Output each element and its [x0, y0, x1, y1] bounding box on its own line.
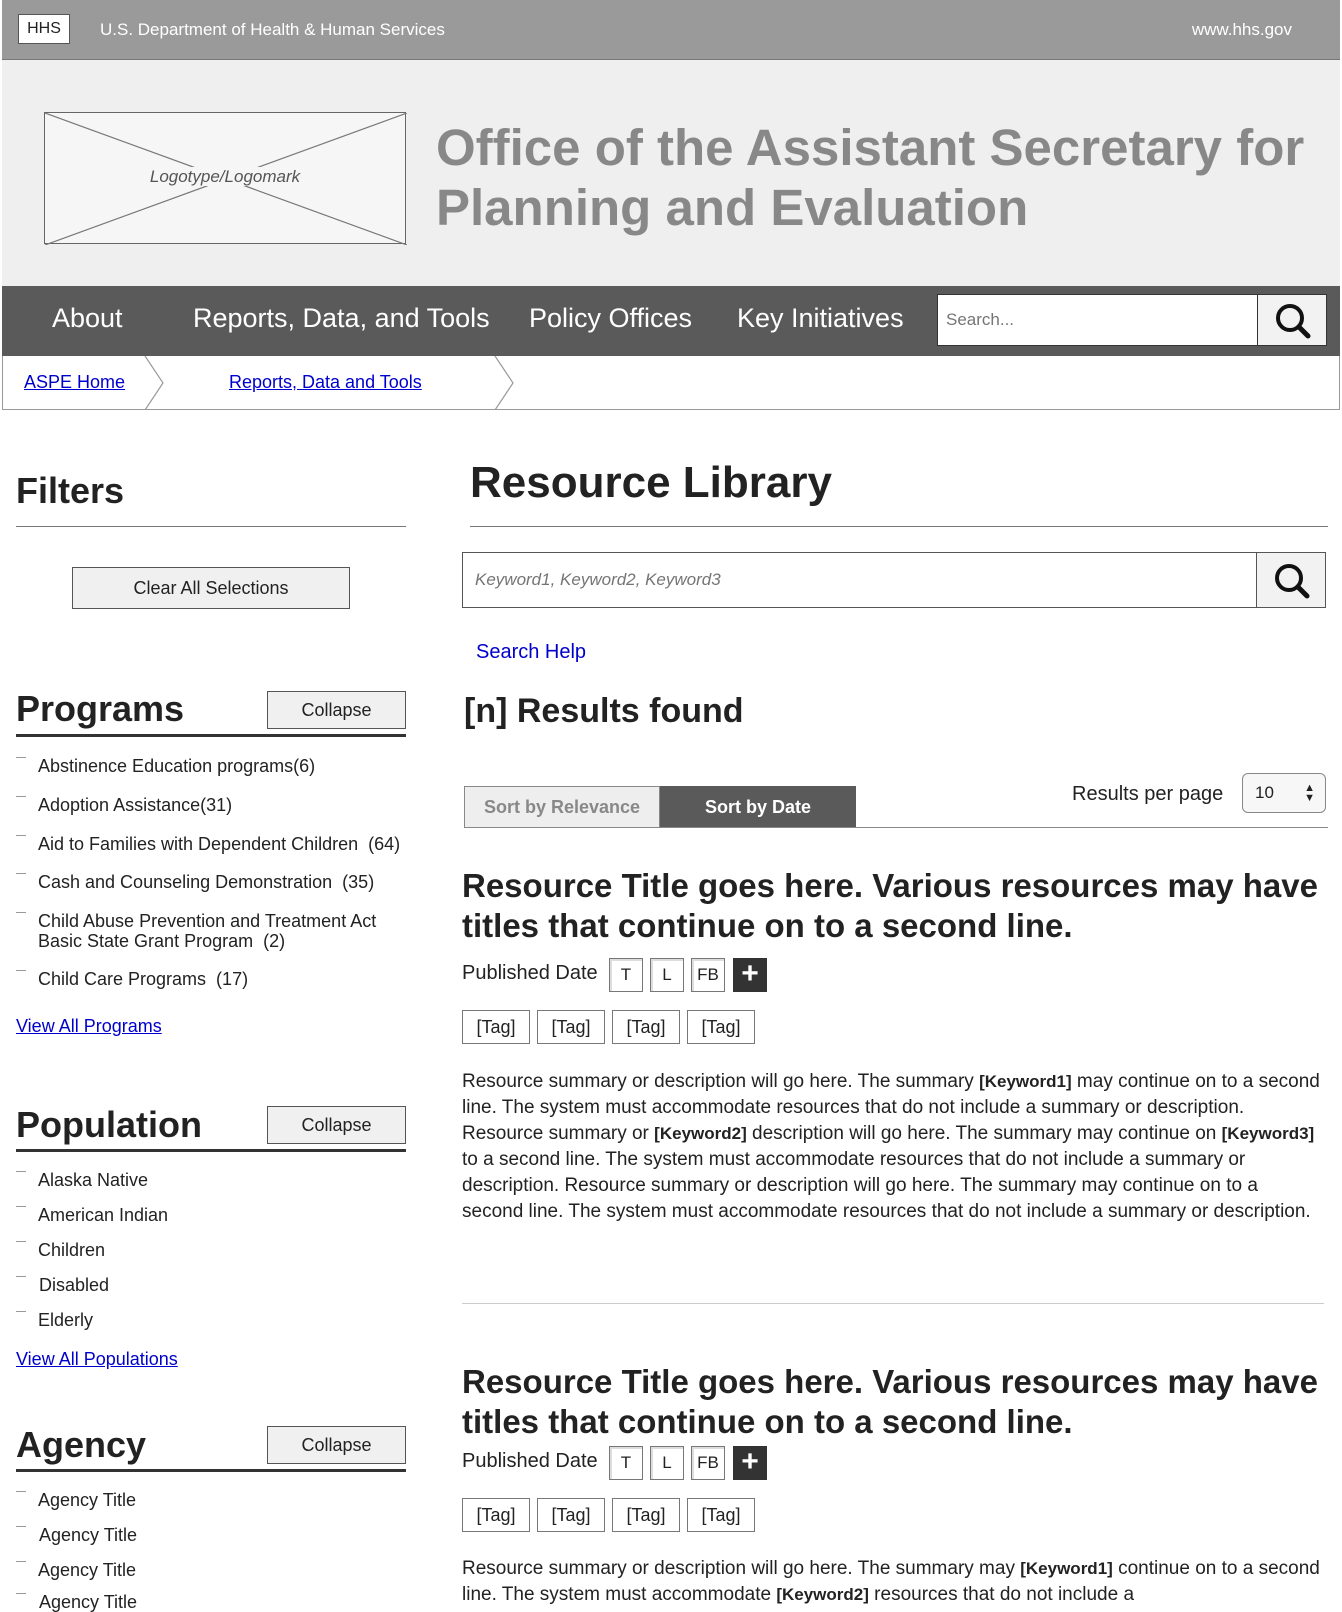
- filter-bullet: [16, 1526, 26, 1527]
- summary-text: description will go here. The summary may continue on: [746, 1123, 1222, 1144]
- results-per-page-value: 10: [1255, 783, 1274, 802]
- view-all-populations-link[interactable]: View All Populations: [16, 1349, 178, 1369]
- summary-text: Resource summary or description will go here. The summary: [462, 1071, 980, 1092]
- filters-divider: [16, 526, 406, 527]
- published-date: Published Date: [462, 962, 598, 984]
- filter-option[interactable]: Aid to Families with Dependent Children (64): [38, 834, 401, 854]
- tag-button[interactable]: [Tag]: [537, 1498, 605, 1532]
- share-twitter-button[interactable]: T: [609, 1446, 643, 1480]
- breadcrumb-chevron-icon: [143, 356, 167, 410]
- filter-option[interactable]: Disabled: [39, 1275, 110, 1295]
- filter-bullet: [16, 970, 26, 971]
- main-nav: [2, 286, 1340, 356]
- results-per-page-select[interactable]: [1242, 773, 1326, 813]
- keyword-highlight: [Keyword1]: [979, 1072, 1072, 1091]
- keyword-highlight: [Keyword2]: [654, 1124, 747, 1143]
- keyword-search-input[interactable]: [462, 552, 1258, 608]
- hhs-url-link[interactable]: www.hhs.gov: [1191, 20, 1292, 39]
- agency-divider: [16, 1469, 406, 1472]
- filter-option[interactable]: Agency Title: [39, 1525, 138, 1545]
- filter-bullet: [16, 835, 26, 836]
- keyword-highlight: [Keyword2]: [776, 1585, 869, 1604]
- filter-bullet: [16, 757, 26, 758]
- filters-heading: Filters: [16, 470, 125, 511]
- breadcrumb-reports-data-tools[interactable]: Reports, Data and Tools: [229, 372, 422, 392]
- tag-button[interactable]: [Tag]: [462, 1498, 530, 1532]
- filter-bullet: [16, 873, 26, 874]
- results-per-page-label: Results per page: [1072, 783, 1224, 805]
- keyword-highlight: [Keyword1]: [1020, 1559, 1113, 1578]
- keyword-highlight: [Keyword3]: [1221, 1124, 1315, 1143]
- view-all-programs-link[interactable]: View All Programs: [16, 1016, 162, 1036]
- resource-summary: [462, 1069, 1320, 1225]
- magnifier-icon: [1258, 295, 1328, 347]
- resource-title[interactable]: Resource Title goes here. Various resources may have titles that continue on to a second line.: [462, 867, 1318, 944]
- summary-text: Resource summary or description will go here. The summary may: [462, 1558, 1021, 1579]
- programs-collapse-button[interactable]: Collapse: [267, 691, 406, 729]
- filter-option[interactable]: Adoption Assistance(31): [38, 795, 233, 815]
- summary-text: continue on to a second line. The system must accommodate: [462, 1558, 1320, 1605]
- filter-option[interactable]: Elderly: [38, 1310, 94, 1330]
- keyword-search-button[interactable]: [1256, 552, 1326, 608]
- filter-option[interactable]: Agency Title: [38, 1490, 137, 1510]
- share-linkedin-button[interactable]: L: [650, 958, 684, 992]
- site-title-line-1: Office of the Assistant Secretary for: [436, 119, 1305, 176]
- filter-bullet: [16, 1561, 26, 1562]
- result-divider: [462, 1303, 1324, 1304]
- filter-option[interactable]: Children: [38, 1240, 106, 1260]
- agency-heading: Agency: [16, 1424, 147, 1465]
- share-facebook-button[interactable]: FB: [691, 958, 725, 992]
- filter-bullet: [16, 1171, 26, 1172]
- logo-placeholder-label: Logotype/Logomark: [146, 167, 304, 186]
- masthead: [2, 60, 1340, 286]
- filter-option[interactable]: Agency Title: [38, 1560, 137, 1580]
- filter-bullet: [16, 1241, 26, 1242]
- filter-bullet: [16, 1593, 26, 1594]
- hhs-department-name[interactable]: U.S. Department of Health & Human Services: [100, 20, 445, 39]
- site-search-button[interactable]: [1257, 294, 1327, 346]
- nav-about[interactable]: About: [52, 303, 123, 333]
- share-linkedin-button[interactable]: L: [650, 1446, 684, 1480]
- filter-option[interactable]: Alaska Native: [38, 1170, 149, 1190]
- population-divider: [16, 1149, 406, 1152]
- search-help-link[interactable]: Search Help: [476, 641, 587, 663]
- share-facebook-button[interactable]: FB: [691, 1446, 725, 1480]
- filter-bullet: [16, 1311, 26, 1312]
- nav-reports-data-tools[interactable]: Reports, Data, and Tools: [193, 303, 490, 333]
- hhs-badge-logo[interactable]: HHS: [18, 14, 70, 44]
- site-search-input[interactable]: [937, 294, 1259, 346]
- sort-tabs-divider: [464, 827, 1328, 828]
- select-arrows-icon: ▲ ▼: [1304, 782, 1315, 804]
- breadcrumb-aspe-home[interactable]: ASPE Home: [24, 372, 126, 392]
- tag-button[interactable]: [Tag]: [537, 1010, 605, 1044]
- magnifier-icon: [1257, 553, 1327, 609]
- breadcrumb-chevron-icon: [493, 356, 517, 410]
- sort-by-relevance-tab[interactable]: Sort by Relevance: [464, 786, 660, 828]
- summary-text: may continue on to a second line. The system must accommodate resources that do not include a summary or description. Resource summary or: [462, 1071, 1320, 1144]
- filter-option[interactable]: American Indian: [38, 1205, 169, 1225]
- tag-button[interactable]: [Tag]: [612, 1010, 680, 1044]
- resource-library-title: Resource Library: [470, 458, 832, 507]
- site-title-line-2: Planning and Evaluation: [436, 179, 1029, 236]
- nav-key-initiatives[interactable]: Key Initiatives: [737, 303, 904, 333]
- share-more-plus-icon[interactable]: +: [733, 958, 767, 992]
- population-heading: Population: [16, 1104, 202, 1145]
- filter-bullet: [16, 1206, 26, 1207]
- filter-bullet: [16, 1276, 26, 1277]
- filter-option[interactable]: Child Abuse Prevention and Treatment Act Basic State Grant Program (2): [38, 911, 382, 951]
- resource-summary: [462, 1556, 1320, 1608]
- filter-option[interactable]: Cash and Counseling Demonstration (35): [38, 872, 375, 892]
- filter-option[interactable]: Agency Title: [39, 1592, 138, 1612]
- programs-divider: [16, 734, 406, 737]
- resource-title[interactable]: Resource Title goes here. Various resources may have titles that continue on to a second line.: [462, 1363, 1318, 1440]
- share-more-plus-icon[interactable]: +: [733, 1446, 767, 1480]
- programs-heading: Programs: [16, 688, 185, 729]
- nav-policy-offices[interactable]: Policy Offices: [529, 303, 693, 333]
- share-twitter-button[interactable]: T: [609, 958, 643, 992]
- breadcrumb: [2, 356, 1340, 410]
- resource-library-divider: [470, 526, 1328, 527]
- agency-collapse-button[interactable]: Collapse: [267, 1426, 406, 1464]
- filter-bullet: [16, 912, 26, 913]
- results-count-heading: [n] Results found: [464, 692, 744, 730]
- site-title: [436, 118, 1316, 238]
- tag-button[interactable]: [Tag]: [462, 1010, 530, 1044]
- tag-button[interactable]: [Tag]: [687, 1010, 755, 1044]
- hhs-top-bar: [2, 0, 1340, 60]
- clear-all-selections-button[interactable]: Clear All Selections: [72, 567, 350, 609]
- population-collapse-button[interactable]: Collapse: [267, 1106, 406, 1144]
- summary-text: to a second line. The system must accommodate resources that do not include a summary or description. Resource summary or description will go here. The summary may continue on to a second line. The system must accommodate resources that do not include a summary or description.: [462, 1149, 1311, 1222]
- tag-button[interactable]: [Tag]: [612, 1498, 680, 1532]
- logo-placeholder[interactable]: [44, 112, 406, 244]
- filter-bullet: [16, 1491, 26, 1492]
- filter-bullet: [16, 796, 26, 797]
- filter-option[interactable]: Child Care Programs (17): [38, 969, 249, 989]
- sort-by-date-tab[interactable]: Sort by Date: [660, 786, 856, 828]
- filter-option[interactable]: Abstinence Education programs(6): [38, 756, 316, 776]
- tag-button[interactable]: [Tag]: [687, 1498, 755, 1532]
- published-date: Published Date: [462, 1450, 598, 1472]
- summary-text: resources that do not include a: [868, 1584, 1135, 1605]
